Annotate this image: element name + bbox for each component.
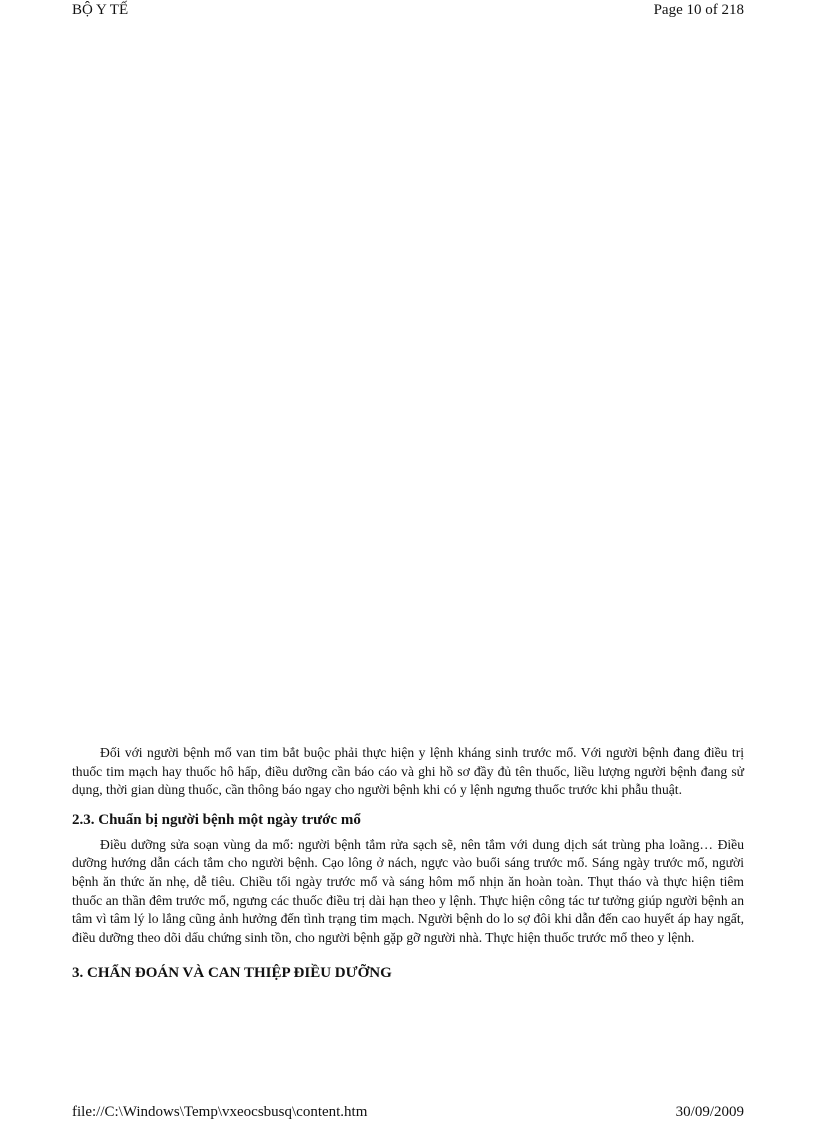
footer-date: 30/09/2009 <box>675 1104 744 1120</box>
section-heading-3: 3. CHẨN ĐOÁN VÀ CAN THIỆP ĐIỀU DƯỠNG <box>72 965 392 982</box>
section-heading-2-3: 2.3. Chuẩn bị người bệnh một ngày trước mổ <box>72 811 361 828</box>
header-page-number: Page 10 of 218 <box>653 2 744 18</box>
footer-file-path: file://C:\Windows\Temp\vxeocsbusq\content.htm <box>72 1104 368 1120</box>
paragraph-antibiotic-instructions: Đối với người bệnh mổ van tim bắt buộc phải thực hiện y lệnh kháng sinh trước mổ. Với người bệnh đang điều trị thuốc tim mạch hay thuốc hô hấp, điều dưỡng cần báo cáo và ghi hồ sơ đầy đủ tên thuốc, liều lượng người bệnh đang sử dụng, thời gian dùng thuốc, cần thông báo ngay cho người bệnh khi có y lệnh ngưng thuốc trước khi phẫu thuật. <box>72 745 744 798</box>
page-content <box>72 744 744 982</box>
paragraph-preop-preparation: Điều dưỡng sửa soạn vùng da mổ: người bệnh tắm rửa sạch sẽ, nên tắm với dung dịch sát trùng pha loãng… Điều dưỡng hướng dẫn cách tắm cho người bệnh. Cạo lông ở nách, ngực vào buổi sáng trước mổ. Sáng ngày trước mổ, người bệnh ăn thức ăn nhẹ, dễ tiêu. Chiều tối ngày trước mổ và sáng hôm mổ nhịn ăn hoàn toàn. Thụt tháo và thực hiện tiêm thuốc an thần đêm trước mổ, ngưng các thuốc điều trị dài hạn theo y lệnh. Thực hiện công tác tư tưởng giúp người bệnh an tâm vì tâm lý lo lắng cũng ảnh hưởng đến tình trạng tim mạch. Người bệnh do lo sợ đôi khi dẫn đến cao huyết áp hay ngất, điều dưỡng theo dõi dấu chứng sinh tồn, cho người bệnh gặp gỡ người nhà. Thực hiện thuốc trước mổ theo y lệnh. <box>72 836 744 945</box>
header-ministry: BỘ Y TẾ <box>72 2 129 18</box>
